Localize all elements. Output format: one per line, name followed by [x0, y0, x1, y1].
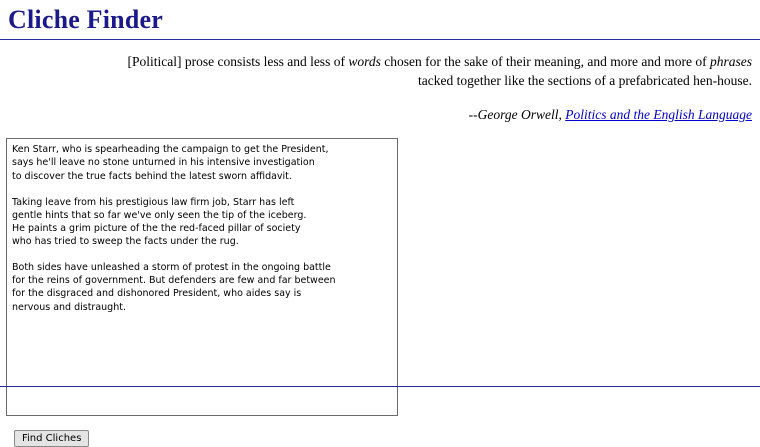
cliche-text-input[interactable]: [6, 138, 398, 416]
page-root: [0, 5, 760, 445]
attribution-source-link[interactable]: Politics and the English Language: [565, 106, 752, 122]
page-title: Cliche Finder: [8, 5, 163, 34]
button-row: [14, 428, 760, 447]
epigraph-part-1: [Political] prose consists less and less of: [127, 53, 349, 69]
epigraph-attribution: [8, 105, 752, 125]
footer-divider: [0, 386, 760, 387]
epigraph-text: [112, 52, 752, 91]
title-divider: [0, 39, 760, 40]
attribution-author: --George Orwell,: [468, 106, 566, 122]
epigraph-emphasis-words: words: [348, 53, 381, 69]
find-cliches-button[interactable]: Find Cliches: [14, 430, 89, 447]
epigraph-emphasis-phrases: phrases: [709, 53, 752, 69]
epigraph-part-3: tacked together like the sections of a prefabricated hen-house.: [418, 73, 752, 89]
epigraph-part-2: chosen for the sake of their meaning, and more and more of: [380, 53, 710, 69]
epigraph: [8, 52, 752, 125]
